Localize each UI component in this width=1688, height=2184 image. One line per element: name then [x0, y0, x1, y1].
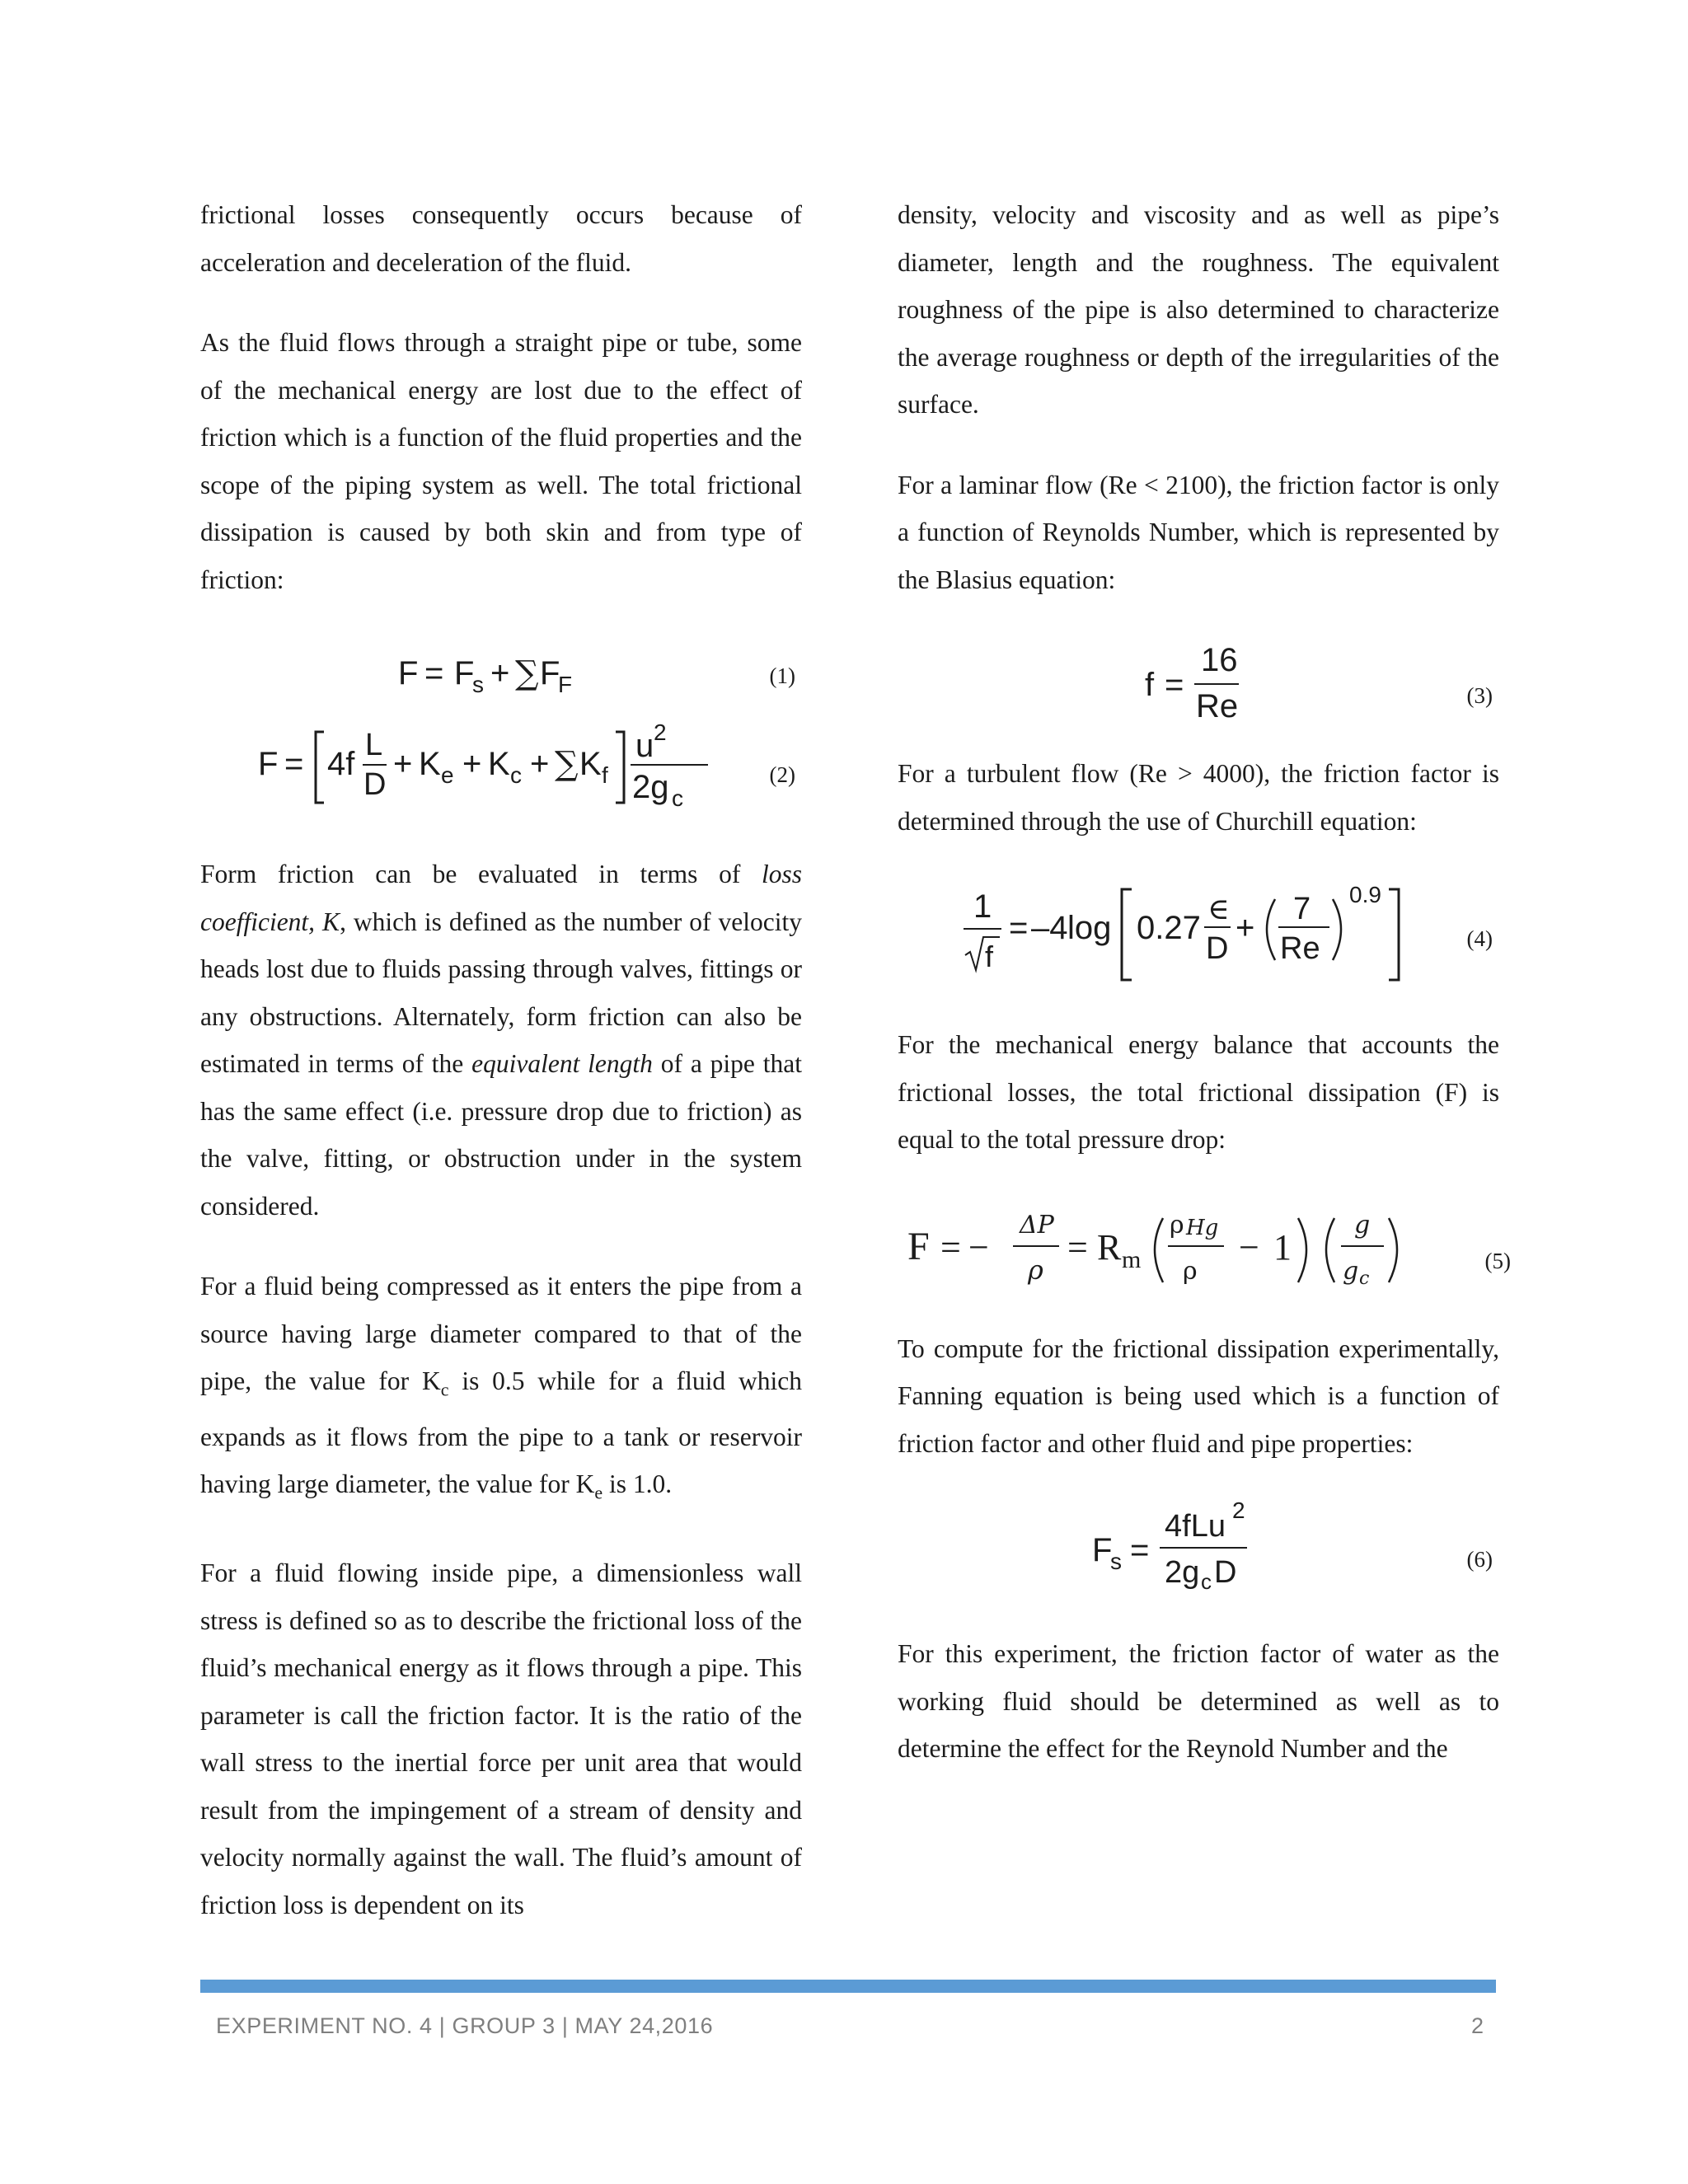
svg-text:K: K	[579, 746, 602, 782]
svg-text:K: K	[488, 746, 510, 782]
svg-text:F: F	[398, 655, 419, 691]
equation-5-number: (5)	[1484, 1248, 1511, 1273]
svg-text:−: −	[968, 1226, 989, 1268]
svg-text:s: s	[472, 672, 484, 697]
footer-text: EXPERIMENT NO. 4 | GROUP 3 | MAY 24,2016	[216, 2013, 714, 2038]
svg-text:F: F	[558, 672, 573, 697]
equation-2-formula	[200, 720, 802, 811]
svg-text:g: g	[1343, 1256, 1359, 1286]
svg-text:c: c	[510, 762, 522, 788]
svg-text:2g: 2g	[632, 769, 669, 805]
svg-text:ΔP: ΔP	[1020, 1210, 1054, 1240]
svg-text:+: +	[462, 746, 482, 782]
equation-6	[898, 1497, 1499, 1599]
equation-3-formula	[898, 636, 1499, 730]
svg-text:c: c	[1201, 1569, 1212, 1594]
svg-text:0.27: 0.27	[1137, 910, 1201, 946]
svg-text:u: u	[635, 728, 654, 764]
right-paragraph-1: density, velocity and viscosity and as well as pipe’s diameter, length and the roughness. The equivalent roughness of the pipe is also determined to characterize the average roughness or depth of the irregularities of the surface.	[898, 200, 1499, 419]
footer-bar	[200, 1980, 1496, 1993]
svg-text:2: 2	[1232, 1497, 1245, 1523]
svg-text:D: D	[363, 767, 387, 802]
equation-5-formula	[898, 1197, 1499, 1296]
right-column	[898, 191, 1511, 1806]
left-paragraph-3	[200, 851, 802, 1230]
svg-text:∑: ∑	[515, 654, 539, 692]
svg-text:∑: ∑	[555, 745, 579, 783]
left-paragraph-4-text-a: For a fluid being compressed as it enters the pipe from a source having large diameter compared to that of the pipe, the value for K	[200, 1272, 802, 1395]
svg-text:Re: Re	[1280, 931, 1320, 966]
left-paragraph-3-text-b: , which is defined as the number of velocity heads lost due to fluids passing through valves, fittings or any obstructions. Alternately, form friction can also be estimated in terms of the	[200, 907, 802, 1078]
svg-text:R: R	[1097, 1226, 1122, 1268]
svg-text:ρ: ρ	[1170, 1210, 1184, 1240]
svg-text:0.9: 0.9	[1349, 882, 1381, 907]
left-paragraph-4-text-c: is 1.0.	[603, 1469, 673, 1499]
svg-text:f: f	[602, 762, 608, 788]
equivalent-length-term: equivalent length	[471, 1049, 653, 1078]
equation-3	[898, 636, 1499, 730]
equation-2	[200, 720, 802, 811]
equation-1-number: (1)	[769, 663, 795, 688]
svg-text:F: F	[1092, 1532, 1113, 1568]
svg-text:F: F	[540, 655, 560, 691]
svg-text:7: 7	[1293, 892, 1311, 926]
svg-text:Re: Re	[1196, 688, 1239, 724]
equation-1-formula	[200, 636, 802, 704]
svg-text:log: log	[1067, 910, 1112, 946]
svg-text:=: =	[424, 655, 444, 691]
equation-6-number: (6)	[1466, 1547, 1493, 1572]
equation-4	[898, 878, 1499, 985]
svg-text:1: 1	[1273, 1226, 1292, 1268]
svg-text:4fLu: 4fLu	[1165, 1509, 1226, 1544]
kc-subscript: c	[440, 1379, 449, 1400]
svg-text:ρ: ρ	[1028, 1254, 1043, 1286]
right-paragraph-4: For the mechanical energy balance that accounts the frictional losses, the total frictional dissipation (F) is equal to the total pressure drop:	[898, 1030, 1499, 1154]
left-paragraph-4-text-b: is 0.5 while for a fluid which expands as it flows from the pipe to a tank or reservoir having large diameter, the value for K	[200, 1366, 802, 1499]
equation-4-formula	[898, 878, 1499, 985]
svg-text:D: D	[1206, 931, 1229, 966]
equation-5	[898, 1197, 1511, 1296]
svg-text:=: =	[1130, 1532, 1150, 1568]
equation-2-number: (2)	[769, 762, 795, 787]
svg-text:+: +	[530, 746, 550, 782]
svg-text:c: c	[672, 785, 683, 811]
equation-3-number: (3)	[1466, 683, 1493, 708]
loss-coefficient-term: loss coefficient, K	[200, 860, 802, 936]
svg-text:16: 16	[1201, 642, 1238, 678]
left-column	[200, 191, 802, 1961]
equation-1	[200, 636, 802, 704]
svg-text:f: f	[1145, 667, 1155, 703]
svg-text:+: +	[490, 655, 510, 691]
left-paragraph-4	[200, 1263, 802, 1516]
svg-text:1: 1	[973, 888, 992, 925]
svg-text:2g: 2g	[1165, 1555, 1200, 1590]
svg-text:g: g	[1354, 1210, 1371, 1240]
left-paragraph-3-text-a: Form friction can be evaluated in terms of	[200, 860, 762, 888]
right-paragraph-3: For a turbulent flow (Re > 4000), the friction factor is determined through the use of Churchill equation:	[898, 759, 1499, 836]
svg-text:Hg: Hg	[1186, 1215, 1219, 1240]
svg-text:ρ: ρ	[1183, 1256, 1198, 1286]
left-paragraph-2: As the fluid flows through a straight pipe or tube, some of the mechanical energy are lost due to the effect of friction which is a function of the fluid properties and the scope of the piping system as well. The total frictional dissipation is caused by both skin and from type of friction:	[200, 328, 802, 594]
svg-text:2: 2	[654, 719, 667, 745]
svg-text:m: m	[1122, 1245, 1142, 1273]
svg-text:K: K	[419, 746, 441, 782]
ke-subscript: e	[594, 1482, 603, 1503]
svg-text:c: c	[1359, 1268, 1370, 1289]
svg-text:+: +	[393, 746, 413, 782]
svg-text:∈: ∈	[1207, 893, 1230, 926]
svg-text:L: L	[365, 728, 383, 762]
svg-text:=: =	[1009, 910, 1029, 946]
svg-text:−: −	[1239, 1226, 1259, 1268]
right-paragraph-2: For a laminar flow (Re < 2100), the friction factor is only a function of Reynolds Number, which is represented by the Blasius equation:	[898, 470, 1499, 594]
svg-text:=: =	[1165, 667, 1184, 703]
svg-text:D: D	[1214, 1555, 1237, 1590]
svg-text:f: f	[985, 940, 994, 973]
equation-6-formula	[898, 1497, 1499, 1599]
svg-text:–4: –4	[1031, 910, 1068, 946]
svg-text:e: e	[441, 762, 454, 788]
svg-text:F: F	[907, 1224, 930, 1268]
right-paragraph-6: For this experiment, the friction factor of water as the working fluid should be determined as well as to determine the effect for the Reynold Number and the	[898, 1639, 1499, 1763]
left-paragraph-5: For a fluid flowing inside pipe, a dimensionless wall stress is defined so as to describe the frictional loss of the fluid’s mechanical energy as it flows through a pipe. This parameter is call the friction factor. It is the ratio of the wall stress to the inertial force per unit area that would result from the impingement of a stream of density and velocity normally against the wall. The fluid’s amount of friction loss is dependent on its	[200, 1558, 802, 1919]
equation-4-number: (4)	[1466, 926, 1493, 951]
left-paragraph-3-text-c: of a pipe that has the same effect (i.e. pressure drop due to friction) as the valve, fitting, or obstruction under in the system considered.	[200, 1049, 802, 1221]
svg-text:=: =	[940, 1226, 961, 1268]
page-number: 2	[1470, 2013, 1484, 2038]
right-paragraph-5: To compute for the frictional dissipation experimentally, Fanning equation is being used which is a function of friction factor and other fluid and pipe properties:	[898, 1333, 1499, 1458]
svg-text:4f: 4f	[327, 746, 355, 782]
svg-text:F: F	[258, 746, 279, 782]
left-paragraph-1: frictional losses consequently occurs because of acceleration and deceleration of the fluid.	[200, 200, 802, 277]
svg-text:+: +	[1236, 910, 1255, 946]
svg-text:=: =	[1067, 1226, 1088, 1268]
svg-text:=: =	[284, 746, 304, 782]
svg-text:F: F	[454, 655, 475, 691]
svg-text:s: s	[1110, 1549, 1122, 1574]
